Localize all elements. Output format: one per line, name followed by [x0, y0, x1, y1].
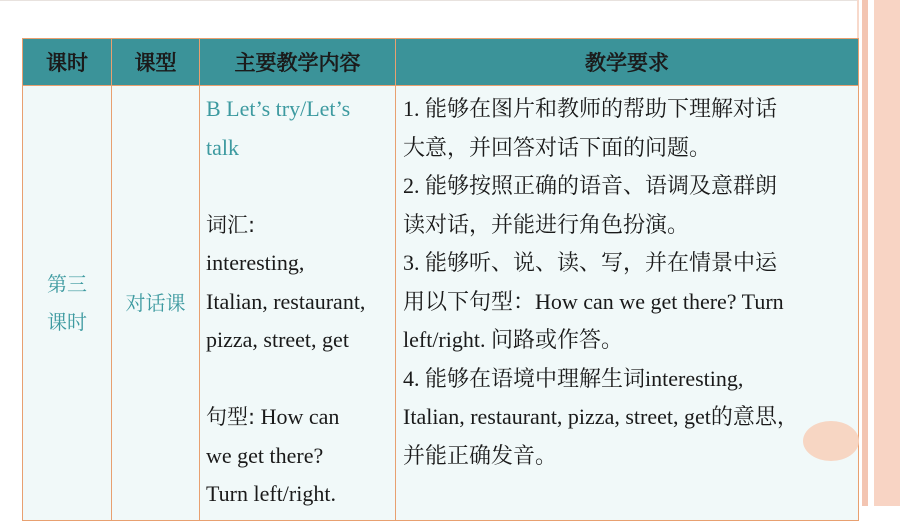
requirement-line: 4. 能够在语境中理解生词interesting, [403, 365, 744, 391]
vocab-line: Italian, restaurant, [206, 288, 366, 314]
requirement-line: 3. 能够听、说、读、写，并在情景中运 [403, 250, 778, 275]
requirement-line: left/right. 问路或作答。 [403, 327, 623, 352]
vocab-line: interesting, [206, 250, 305, 275]
content-title: B Let’s try/Let’s [206, 96, 351, 121]
vocab-line: pizza, street, get [206, 327, 349, 352]
requirement-line: 1. 能够在图片和教师的帮助下理解对话 [403, 96, 778, 121]
lesson-type-text: 对话课 [125, 291, 186, 315]
requirement-line: Italian, restaurant, pizza, street, get的意思， [403, 404, 799, 429]
requirement-line: 大意，并回答对话下面的问题。 [403, 134, 712, 160]
requirements-cell [396, 86, 859, 521]
top-rule [0, 0, 858, 1]
vocab-label: 词汇: [206, 212, 256, 237]
decor-circle [803, 421, 859, 461]
requirement-line: 用以下句型：How can we get there? Turn [403, 288, 784, 314]
sentence-label: 句型: [206, 405, 256, 429]
sentence-line: we get there? [206, 442, 324, 468]
requirement-line: 读对话，并能进行角色扮演。 [403, 211, 690, 237]
lesson-period-line: 课时 [47, 310, 87, 334]
spacer [206, 167, 391, 206]
table-header-row [23, 39, 859, 86]
header-lesson-type: 课型 [112, 39, 200, 86]
table-row [23, 86, 859, 521]
header-main-content: 主要教学内容 [200, 39, 396, 86]
requirement-line: 并能正确发音。 [403, 442, 558, 468]
header-lesson-period: 课时 [23, 39, 112, 86]
header-teaching-requirements: 教学要求 [396, 39, 859, 86]
decor-stripe [874, 0, 900, 506]
requirement-line: 2. 能够按照正确的语音、语调及意群朗 [403, 173, 778, 198]
sentence-text: How can [255, 404, 340, 429]
lesson-period-cell [23, 86, 112, 521]
content-title: talk [206, 134, 239, 160]
sentence-line [206, 398, 391, 437]
spacer [206, 360, 391, 399]
main-content-cell [200, 86, 396, 521]
sentence-line: Turn left/right. [206, 481, 336, 506]
lesson-plan-table [22, 38, 859, 521]
lesson-type-cell [112, 86, 200, 521]
lesson-period-line: 第三 [47, 272, 87, 296]
